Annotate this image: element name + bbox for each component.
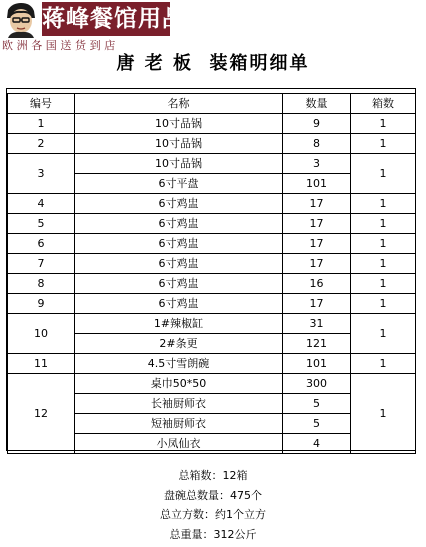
header-number: 编号 (8, 94, 75, 114)
item-name: 6寸鸡盅 (75, 214, 283, 234)
table-row (8, 234, 416, 254)
item-quantity: 121 (283, 334, 351, 354)
table-row (8, 154, 416, 174)
row-box-count: 1 (351, 234, 416, 254)
item-name: 4.5寸雪朗碗 (75, 354, 283, 374)
item-quantity: 300 (283, 374, 351, 394)
summary-total-volume: 总立方数：约1个立方 (160, 508, 266, 521)
table-header-row (8, 94, 416, 114)
item-quantity: 17 (283, 234, 351, 254)
item-quantity: 5 (283, 394, 351, 414)
item-quantity: 9 (283, 114, 351, 134)
brand-logo (2, 2, 186, 52)
item-name: 6寸鸡盅 (75, 274, 283, 294)
item-name: 6寸鸡盅 (75, 234, 283, 254)
row-box-count: 1 (351, 314, 416, 354)
table-row (8, 314, 416, 334)
item-quantity: 8 (283, 134, 351, 154)
table-row (8, 374, 416, 394)
item-name: 2#条更 (75, 334, 283, 354)
row-box-count: 1 (351, 214, 416, 234)
row-box-count: 1 (351, 254, 416, 274)
row-box-count: 1 (351, 274, 416, 294)
row-number: 4 (8, 194, 75, 214)
table-row (8, 134, 416, 154)
item-name: 6寸平盘 (75, 174, 283, 194)
item-quantity: 3 (283, 154, 351, 174)
summary-total-bowls: 盘碗总数量：475个 (164, 488, 262, 502)
summary-total-boxes: 总箱数：12箱 (178, 469, 248, 482)
table-row (8, 114, 416, 134)
item-quantity: 5 (283, 414, 351, 434)
row-number: 2 (8, 134, 75, 154)
item-name: 桌巾50*50 (75, 374, 283, 394)
brand-name: 蒋峰餐馆用品 (42, 2, 170, 36)
document-title: 唐 老 板 装箱明细单 (116, 53, 310, 74)
row-number: 8 (8, 274, 75, 294)
item-name: 小凤仙衣 (75, 434, 283, 454)
table-row (8, 194, 416, 214)
packing-table (7, 93, 416, 454)
item-name: 1#辣椒缸 (75, 314, 283, 334)
row-box-count: 1 (351, 194, 416, 214)
summary-block (0, 466, 426, 544)
row-number: 5 (8, 214, 75, 234)
row-number: 9 (8, 294, 75, 314)
table-row (8, 294, 416, 314)
item-quantity: 17 (283, 214, 351, 234)
item-name: 长袖厨师衣 (75, 394, 283, 414)
item-quantity: 101 (283, 174, 351, 194)
item-quantity: 4 (283, 434, 351, 454)
row-number: 1 (8, 114, 75, 134)
table-row (8, 274, 416, 294)
row-box-count: 1 (351, 154, 416, 194)
row-number: 11 (8, 354, 75, 374)
item-name: 短袖厨师衣 (75, 414, 283, 434)
item-quantity: 17 (283, 294, 351, 314)
summary-total-weight: 总重量：312公斤 (169, 527, 257, 541)
table-row (8, 254, 416, 274)
brand-tagline: 欧洲各国送货到店 (2, 39, 119, 52)
row-number: 7 (8, 254, 75, 274)
header-box-count: 箱数 (351, 94, 416, 114)
item-name: 10寸品锅 (75, 154, 283, 174)
row-number: 6 (8, 234, 75, 254)
item-name: 6寸鸡盅 (75, 254, 283, 274)
item-name: 10寸品锅 (75, 134, 283, 154)
item-quantity: 17 (283, 194, 351, 214)
item-quantity: 31 (283, 314, 351, 334)
row-box-count: 1 (351, 294, 416, 314)
row-box-count: 1 (351, 354, 416, 374)
header-name: 名称 (75, 94, 283, 114)
item-name: 6寸鸡盅 (75, 294, 283, 314)
item-name: 10寸品锅 (75, 114, 283, 134)
header-quantity: 数量 (283, 94, 351, 114)
row-number: 3 (8, 154, 75, 194)
item-quantity: 101 (283, 354, 351, 374)
row-box-count: 1 (351, 114, 416, 134)
row-box-count: 1 (351, 374, 416, 454)
row-number: 12 (8, 374, 75, 454)
row-number: 10 (8, 314, 75, 354)
item-name: 6寸鸡盅 (75, 194, 283, 214)
item-quantity: 17 (283, 254, 351, 274)
chef-portrait-icon (2, 2, 40, 38)
row-box-count: 1 (351, 134, 416, 154)
table-row (8, 354, 416, 374)
item-quantity: 16 (283, 274, 351, 294)
table-row (8, 214, 416, 234)
